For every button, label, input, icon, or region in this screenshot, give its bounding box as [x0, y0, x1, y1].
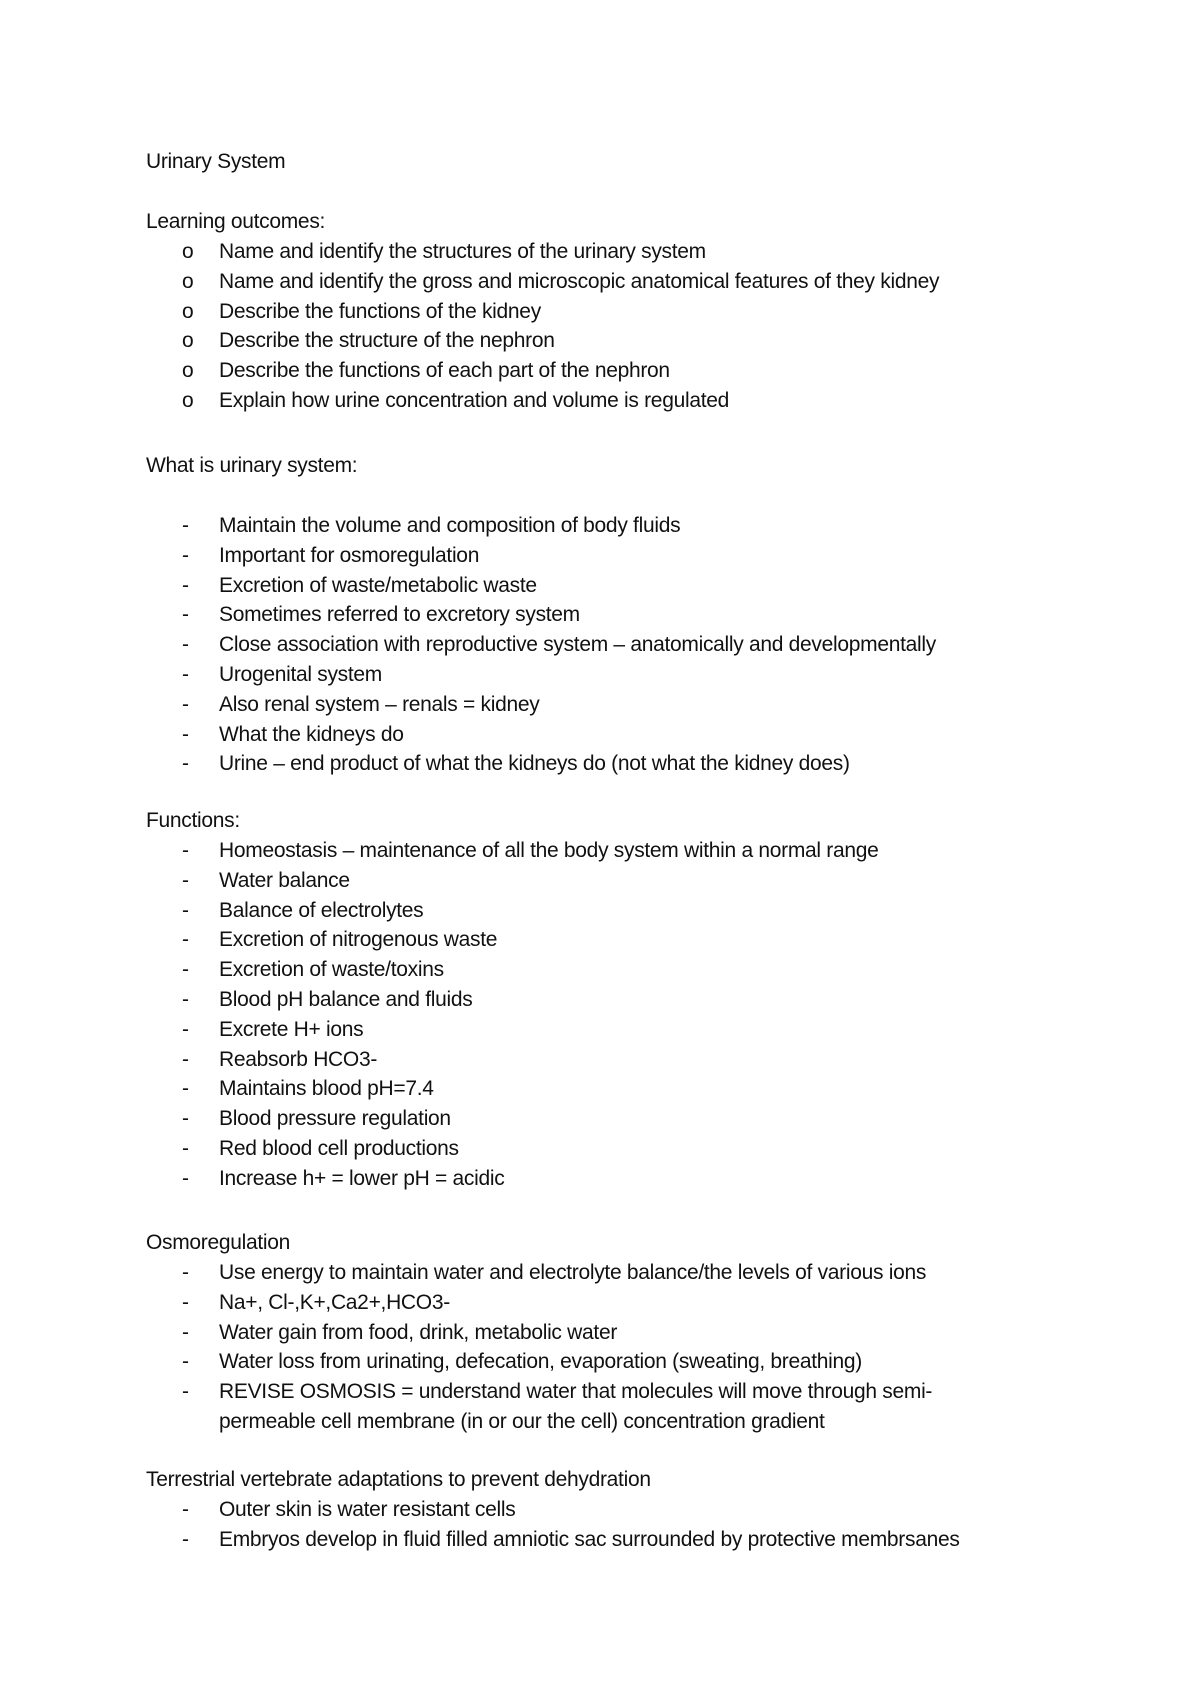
dash-marker: -	[182, 573, 189, 597]
dash-marker: -	[182, 1380, 189, 1404]
bullet-marker: o	[182, 359, 194, 383]
list-item: - Also renal system – renals = kidney	[146, 690, 1146, 720]
dash-marker: -	[182, 1261, 189, 1284]
document-title: Urinary System	[146, 150, 286, 173]
dash-marker: -	[182, 1047, 189, 1071]
learning-outcomes-list	[146, 237, 1146, 416]
list-item: - Urogenital system	[146, 660, 1146, 690]
dash-marker: -	[182, 692, 189, 716]
dash-marker: -	[182, 752, 189, 776]
dash-marker: -	[182, 514, 189, 537]
list-item: - Excretion of nitrogenous waste	[146, 925, 1146, 955]
bullet-marker: o	[182, 240, 194, 263]
list-item: - Water balance	[146, 866, 1146, 896]
list-item: - Urine – end product of what the kidneys do (not what the kidney does)	[146, 749, 1146, 779]
dash-marker: -	[182, 662, 189, 686]
list-item: - Water gain from food, drink, metabolic water	[146, 1318, 1146, 1348]
list-item: - Homeostasis – maintenance of all the body system within a normal range	[146, 836, 1146, 866]
dash-marker: -	[182, 1498, 189, 1521]
bullet-marker: o	[182, 329, 194, 353]
list-item: - Use energy to maintain water and electrolyte balance/the levels of various ions	[146, 1258, 1146, 1288]
list-item: o Describe the structure of the nephron	[146, 326, 1146, 356]
list-item: - What the kidneys do	[146, 720, 1146, 750]
list-item: o Describe the functions of each part of the nephron	[146, 356, 1146, 386]
list-item: o Describe the functions of the kidney	[146, 297, 1146, 327]
dash-marker: -	[182, 1136, 189, 1160]
list-item: - Red blood cell productions	[146, 1134, 1146, 1164]
osmoregulation-list	[146, 1258, 1146, 1437]
list-item: - Water loss from urinating, defecation, evaporation (sweating, breathing)	[146, 1347, 1146, 1377]
dash-marker: -	[182, 1107, 189, 1131]
dash-marker: -	[182, 868, 189, 892]
list-item: - Outer skin is water resistant cells	[146, 1495, 1146, 1525]
what-is-heading: What is urinary system:	[146, 454, 358, 477]
dash-marker: -	[182, 1320, 189, 1344]
dash-marker: -	[182, 1017, 189, 1041]
list-item: - Excretion of waste/metabolic waste	[146, 571, 1146, 601]
bullet-marker: o	[182, 388, 194, 412]
dash-marker: -	[182, 987, 189, 1011]
list-item: - Blood pH balance and fluids	[146, 985, 1146, 1015]
list-item: o Explain how urine concentration and volume is regulated	[146, 386, 1146, 416]
dash-marker: -	[182, 603, 189, 627]
list-item: - REVISE OSMOSIS = understand water that molecules will move through semi-permeable cell membrane (in or our the cell) concentration gradient	[146, 1377, 1146, 1437]
list-item: o Name and identify the structures of the urinary system	[146, 237, 1146, 267]
list-item: - Balance of electrolytes	[146, 896, 1146, 926]
what-is-list	[146, 511, 1146, 779]
list-item: - Important for osmoregulation	[146, 541, 1146, 571]
dash-marker: -	[182, 1077, 189, 1101]
bullet-marker: o	[182, 269, 194, 293]
list-item: - Increase h+ = lower pH = acidic	[146, 1164, 1146, 1194]
dash-marker: -	[182, 1527, 189, 1551]
list-item: - Maintains blood pH=7.4	[146, 1074, 1146, 1104]
dash-marker: -	[182, 898, 189, 922]
dash-marker: -	[182, 928, 189, 952]
list-item: - Blood pressure regulation	[146, 1104, 1146, 1134]
functions-list	[146, 836, 1146, 1194]
list-item: o Name and identify the gross and microscopic anatomical features of they kidney	[146, 267, 1146, 297]
functions-heading: Functions:	[146, 809, 240, 832]
list-item: - Embryos develop in fluid filled amniotic sac surrounded by protective membrsanes	[146, 1525, 1146, 1555]
terrestrial-heading: Terrestrial vertebrate adaptations to prevent dehydration	[146, 1468, 651, 1491]
osmoregulation-heading: Osmoregulation	[146, 1231, 291, 1254]
dash-marker: -	[182, 633, 189, 657]
dash-marker: -	[182, 1350, 189, 1374]
terrestrial-list	[146, 1495, 1146, 1555]
bullet-marker: o	[182, 299, 194, 323]
dash-marker: -	[182, 1290, 189, 1314]
dash-marker: -	[182, 722, 189, 746]
list-item: - Reabsorb HCO3-	[146, 1045, 1146, 1075]
dash-marker: -	[182, 958, 189, 982]
list-item: - Maintain the volume and composition of body fluids	[146, 511, 1146, 541]
list-item: - Excretion of waste/toxins	[146, 955, 1146, 985]
list-item: - Close association with reproductive system – anatomically and developmentally	[146, 630, 1146, 660]
dash-marker: -	[182, 543, 189, 567]
dash-marker: -	[182, 839, 189, 862]
list-item: - Sometimes referred to excretory system	[146, 600, 1146, 630]
list-item: - Excrete H+ ions	[146, 1015, 1146, 1045]
learning-outcomes-heading: Learning outcomes:	[146, 210, 326, 233]
list-item: - Na+, Cl-,K+,Ca2+,HCO3-	[146, 1288, 1146, 1318]
dash-marker: -	[182, 1166, 189, 1190]
